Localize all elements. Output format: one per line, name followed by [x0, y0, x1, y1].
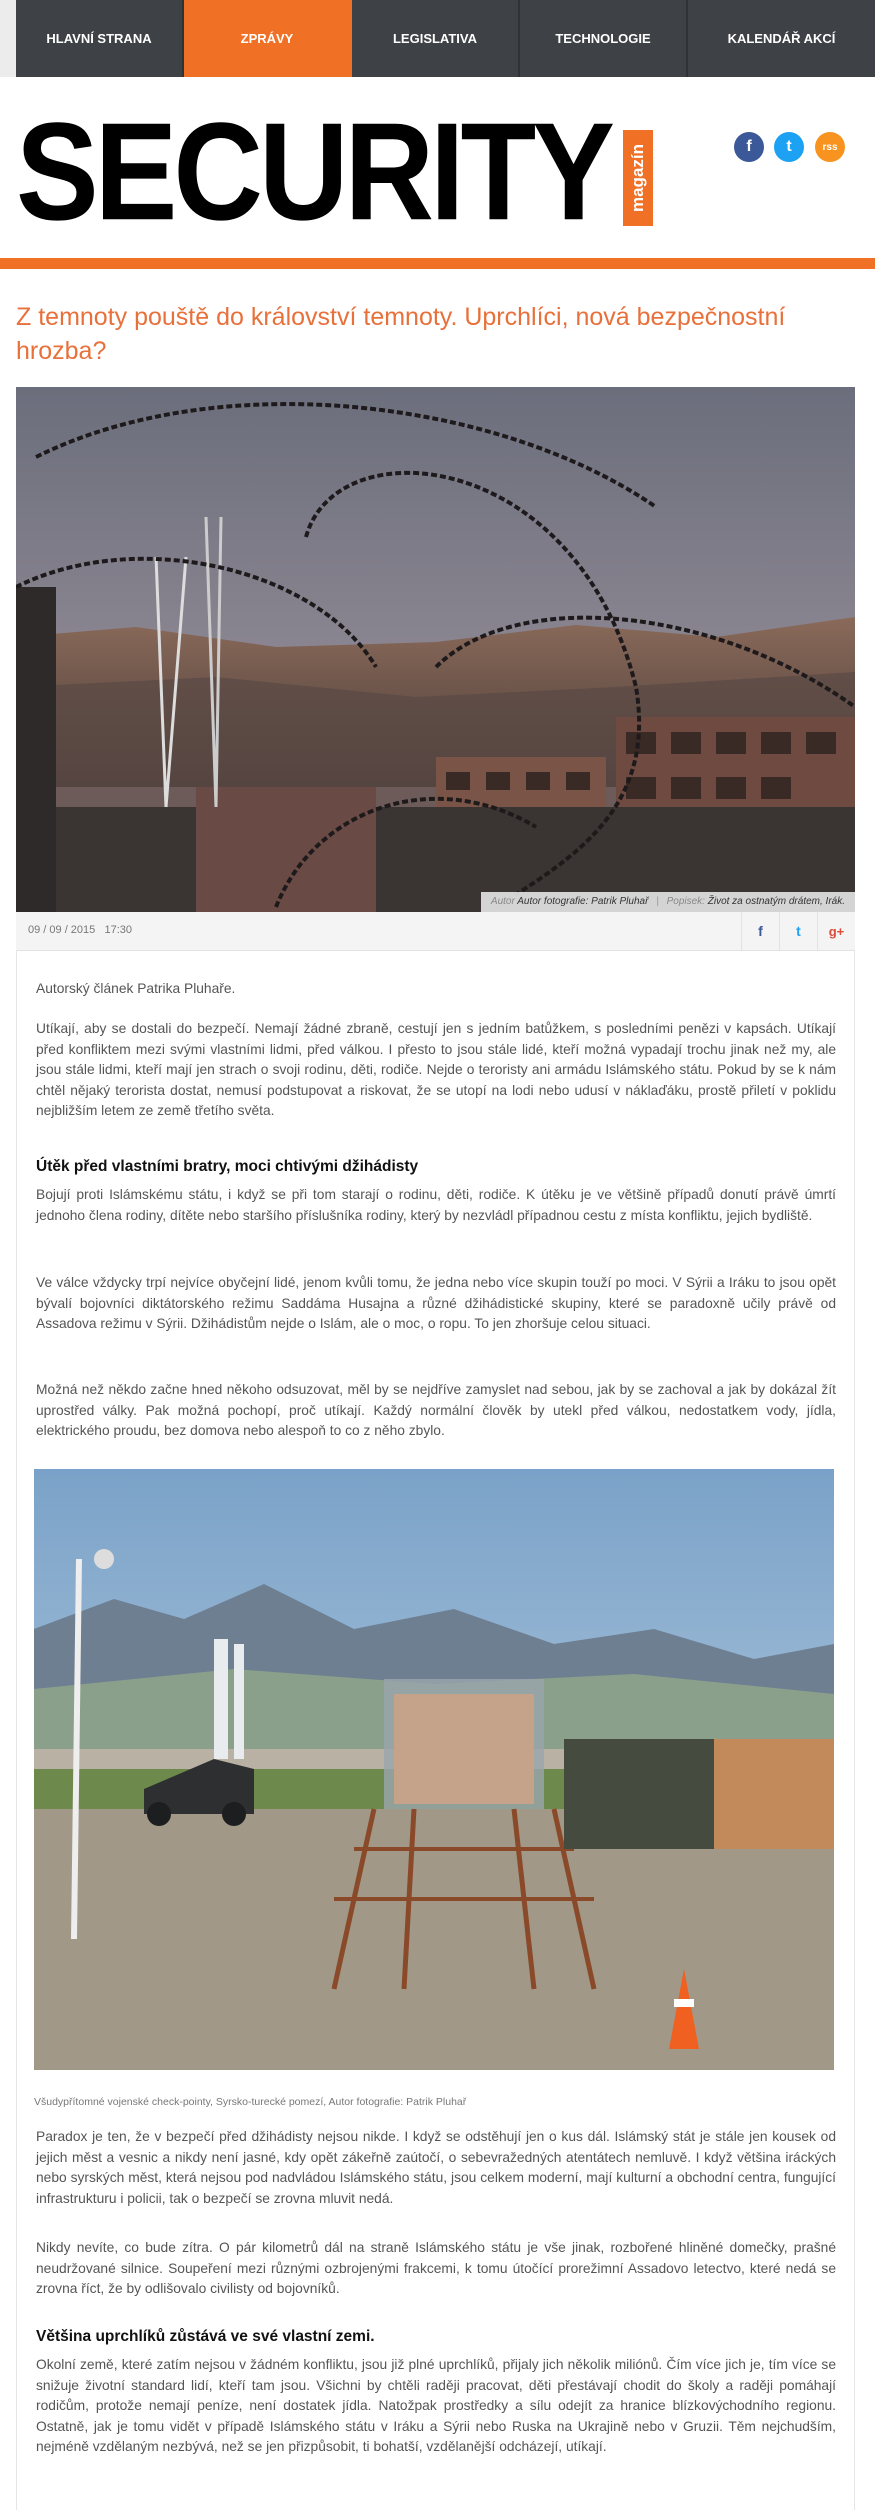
- section-heading-2: Většina uprchlíků zůstává ve své vlastní zemi.: [36, 2328, 375, 2345]
- hero-caption-author: Autor fotografie: Patrik Pluhař: [517, 896, 649, 907]
- article-intro: [36, 979, 836, 1000]
- paragraph: Okolní země, které zatím nejsou v žádném konfliktu, jsou již plné uprchlíků, přijaly jich několik miliónů. Čím více jich je, tím více se snižuje životní standard lidí, kteří tam jsou. Všichni by chtěli raději pracovat, děti přestávají chodit do školy a raději pomáhají rodičům, protože nemají peníze, není dostatek jídla. Natožpak prostředky a sílu odejít za hranice blízkovýchodního regionu. Ostatně, jak je tomu vidět v případě Islámského státu v Iráku a Sýrii nebo Ruska na Ukrajině nebo v Gruzii. Těm nejchudším, nejméně vzdělaným nezbývá, než se jen přizpůsobit, ti bohatší, vzdělanější odcházejí, utíkají.: [36, 2357, 836, 2454]
- header-divider: [0, 258, 875, 269]
- article-paragraph-2: [36, 1185, 836, 1226]
- nav-bar: [16, 0, 875, 77]
- article-paragraph-5: [36, 2127, 836, 2209]
- hero-photo-barbed-wire: [16, 387, 855, 912]
- article-paragraph-1: [36, 1019, 836, 1122]
- article-body: [16, 950, 855, 2510]
- nav-item-kalendar-akci[interactable]: KALENDÁŘ AKCÍ: [688, 0, 875, 77]
- rss-icon[interactable]: rss: [815, 132, 845, 162]
- paragraph: Bojují proti Islámskému státu, i když se při tom starají o rodinu, děti, rodiče. K útěku je ve většině případů donutí právě úmrtí jednoho člena rodiny, dítěte nebo staršího příslušníka rodiny, který by nezvládl případnou cestu z místa konfliktu, jejich bydliště.: [36, 1187, 836, 1223]
- publish-time: 17:30: [104, 924, 132, 936]
- hero-caption-desc-label: Popisek:: [666, 896, 705, 907]
- top-nav: [0, 0, 875, 77]
- article-paragraph-3: [36, 1273, 836, 1335]
- facebook-icon[interactable]: f: [734, 132, 764, 162]
- hero-caption: [481, 892, 855, 912]
- article-title: Z temnoty pouště do království temnoty. Uprchlíci, nová bezpečnostní hrozba?: [16, 303, 786, 365]
- hero-caption-author-label: Autor: [490, 896, 515, 907]
- photo-caption: Všudypřítomné vojenské check-pointy, Syrsko-turecké pomezí, Autor fotografie: Patrik Pluhař: [34, 2096, 467, 2108]
- hero-image: [16, 387, 855, 912]
- paragraph: Možná než někdo začne hned někoho odsuzovat, měl by se nejdříve zamyslet nad sebou, jak by se zachoval a jak by dokázal žít uprostřed války. Pak možná pochopí, proč utíkají. Každý normální člověk by utekl před válkou, nedostatkem vody, jídla, elektrického proudu, bez domova nebo alespoň to co z něho zbylo.: [36, 1382, 836, 1438]
- intro-paragraph: Autorský článek Patrika Pluhaře.: [36, 981, 236, 996]
- article-paragraph-6: [36, 2238, 836, 2300]
- share-googleplus-icon[interactable]: g+: [817, 912, 855, 950]
- article-paragraph-7: [36, 2355, 836, 2458]
- publish-date: 09 / 09 / 2015: [28, 924, 96, 936]
- share-twitter-icon[interactable]: t: [779, 912, 817, 950]
- nav-item-hlavni-strana[interactable]: HLAVNÍ STRANA: [16, 0, 184, 77]
- section-heading-1: Útěk před vlastními bratry, moci chtivými džihádisty: [36, 1158, 419, 1175]
- twitter-icon[interactable]: t: [774, 132, 804, 162]
- logo-tag: [623, 130, 653, 226]
- article-paragraph-4: [36, 1380, 836, 1442]
- checkpoint-photo: [34, 1469, 834, 2070]
- article-meta: [16, 912, 855, 951]
- share-facebook-icon[interactable]: f: [741, 912, 779, 950]
- article-photo-checkpoint: [34, 1469, 834, 2070]
- paragraph: Ve válce vždycky trpí nejvíce obyčejní lidé, jenom kvůli tomu, že jedna nebo více skupin touží po moci. V Sýrii a Iráku to jsou opět bývalí bojovníci diktátorského režimu Saddáma Husajna a různé džihádistické skupiny, které se paradoxně učily právě od Assadova režimu v Sýrii. Džihádistům nejde o Islám, ale o moc, o ropu. To jen zhoršuje celou situaci.: [36, 1275, 836, 1331]
- hero-caption-desc: Život za ostnatým drátem, Irák.: [707, 896, 845, 907]
- share-buttons: [741, 912, 855, 950]
- paragraph: Paradox je ten, že v bezpečí před džihádisty nejsou nikde. I když se odstěhují jen o kus dál. Islámský stát je stále jen kousek od jejich měst a vesnic a nikdy není jasné, kdy opět zákeřně zaútočí, o sebevražedných atentátech nemluvě. I když většina iráckých nebo syrských měst, která nejsou pod nadvládou Islámského státu, jsou celkem moderní, mají kulturní a obchodní centra, fungující infrastrukturu i policii, tak o bezpečí se zrovna mluvit nedá.: [36, 2129, 836, 2206]
- nav-item-zpravy[interactable]: ZPRÁVY: [184, 0, 352, 77]
- logo-wordmark: SECURITY: [16, 94, 611, 250]
- nav-item-legislativa[interactable]: LEGISLATIVA: [352, 0, 520, 77]
- caption-separator: |: [656, 896, 659, 907]
- paragraph: Nikdy nevíte, co bude zítra. O pár kilometrů dál na straně Islámského státu je vše jinak, rozbořené hliněné domečky, prašné neudržované silnice. Soupeření mezi různými ozbrojenými frakcemi, k tomu útočící prorežimní Assadovo letectvo, které nedá se zrovna říct, že by odlišovalo civilisty od bojovníků.: [36, 2240, 836, 2296]
- paragraph: Utíkají, aby se dostali do bezpečí. Nemají žádné zbraně, cestují jen s jedním batůžkem, s posledními penězi v kapsách. Utíkají před konfliktem mezi svými vlastními lidmi, před válkou. I přesto to jsou stále lidé, kteří možná vypadají trochu jinak než my, ale jsou stále lidmi, kteří mají jen strach o svoji rodinu, děti, rodiče. Nejde o teroristy ani armádu Islámského státu. Pokud by se k nám chtěl nějaký terorista dostat, nemusí podstupovat a riskovat, že se utopí na lodi nebo udusí v náklaďáku, prostě přiletí v poklidu nejbližším letem ze země třetího světa.: [36, 1021, 836, 1118]
- publish-datetime: [28, 924, 132, 936]
- logo-tag-text: magazín: [627, 143, 647, 213]
- site-logo[interactable]: [16, 94, 653, 250]
- nav-item-technologie[interactable]: TECHNOLOGIE: [520, 0, 688, 77]
